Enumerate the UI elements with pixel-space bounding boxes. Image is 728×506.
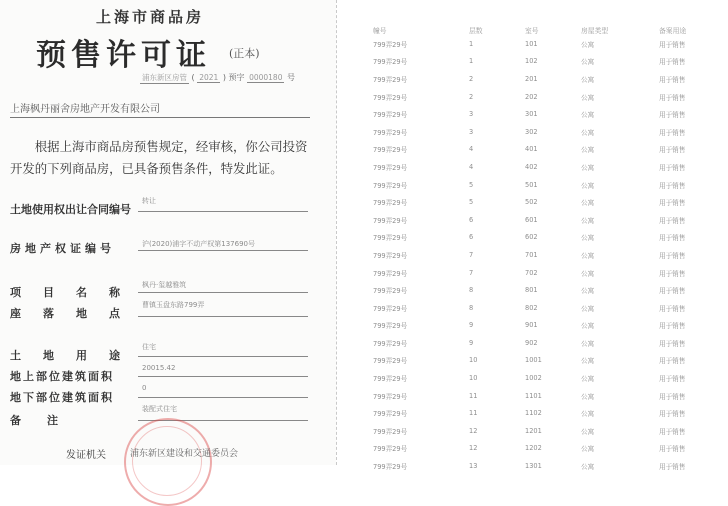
- cell-house-type: 公寓: [581, 58, 595, 67]
- table-row: [373, 246, 719, 264]
- cell-floor: 3: [469, 110, 474, 119]
- cell-house-type: 公寓: [581, 199, 595, 208]
- field-label-land-use: 土地用途: [10, 349, 142, 362]
- field-label-contract-no: 土地使用权出让合同编号: [10, 203, 131, 216]
- cell-house-type: 公寓: [581, 357, 595, 366]
- table-row: [373, 158, 719, 176]
- official-seal: [124, 418, 212, 506]
- issuer-label: 发证机关: [66, 450, 106, 461]
- cell-floor: 8: [469, 286, 474, 295]
- table-row: [373, 193, 719, 211]
- cell-house-type: 公寓: [581, 40, 595, 49]
- cell-house-type: 公寓: [581, 128, 595, 137]
- table-row: [373, 422, 719, 440]
- cell-room: 1101: [525, 391, 542, 400]
- table-row: [373, 299, 719, 317]
- cell-room: 302: [525, 127, 538, 136]
- cell-building: 799弄29号: [373, 93, 408, 102]
- field-value-project-name: 枫丹·玺越雅筑: [142, 281, 187, 289]
- table-row: [373, 352, 719, 370]
- cell-usage: 用于销售: [659, 40, 686, 49]
- cell-building: 799弄29号: [373, 58, 408, 67]
- cell-usage: 用于销售: [659, 111, 686, 120]
- cell-room: 802: [525, 303, 538, 312]
- table-row: [373, 281, 719, 299]
- cell-usage: 用于销售: [659, 58, 686, 67]
- cell-building: 799弄29号: [373, 181, 408, 190]
- company-name: 上海枫丹丽舍房地产开发有限公司: [10, 100, 310, 118]
- cell-usage: 用于销售: [659, 445, 686, 454]
- cell-floor: 12: [469, 444, 478, 453]
- cell-usage: 用于销售: [659, 199, 686, 208]
- cell-usage: 用于销售: [659, 163, 686, 172]
- field-value-contract-no: 转让: [142, 197, 156, 205]
- cell-building: 799弄29号: [373, 357, 408, 366]
- cell-room: 602: [525, 233, 538, 242]
- cell-house-type: 公寓: [581, 322, 595, 331]
- cell-house-type: 公寓: [581, 410, 595, 419]
- cell-building: 799弄29号: [373, 392, 408, 401]
- cell-house-type: 公寓: [581, 93, 595, 102]
- cell-usage: 用于销售: [659, 357, 686, 366]
- cell-house-type: 公寓: [581, 111, 595, 120]
- header-building: 幢号: [373, 26, 387, 35]
- official-seal-inner-ring: [132, 426, 202, 496]
- cell-house-type: 公寓: [581, 339, 595, 348]
- field-line: [138, 250, 308, 251]
- cell-usage: 用于销售: [659, 392, 686, 401]
- cell-house-type: 公寓: [581, 304, 595, 313]
- table-row: [373, 211, 719, 229]
- cell-room: 901: [525, 321, 538, 330]
- cell-room: 702: [525, 268, 538, 277]
- header-usage: 备案用途: [659, 26, 687, 35]
- field-value-above-ground-area: 20015.42: [142, 364, 176, 372]
- cell-usage: 用于销售: [659, 375, 686, 384]
- cell-house-type: 公寓: [581, 445, 595, 454]
- cell-building: 799弄29号: [373, 163, 408, 172]
- cell-usage: 用于销售: [659, 322, 686, 331]
- cell-building: 799弄29号: [373, 445, 408, 454]
- cell-house-type: 公寓: [581, 163, 595, 172]
- cell-building: 799弄29号: [373, 199, 408, 208]
- cell-floor: 11: [469, 391, 478, 400]
- cell-usage: 用于销售: [659, 93, 686, 102]
- cell-floor: 12: [469, 426, 478, 435]
- table-row: [373, 264, 719, 282]
- cell-house-type: 公寓: [581, 392, 595, 401]
- table-row: [373, 176, 719, 194]
- cell-building: 799弄29号: [373, 146, 408, 155]
- table-row: [373, 35, 719, 53]
- cell-room: 501: [525, 180, 538, 189]
- cell-building: 799弄29号: [373, 287, 408, 296]
- cell-floor: 7: [469, 250, 474, 259]
- cell-building: 799弄29号: [373, 216, 408, 225]
- certificate-title-sub: (正本): [229, 47, 260, 60]
- field-label-property-cert: 房地产权证编号: [10, 242, 115, 255]
- cell-floor: 5: [469, 180, 474, 189]
- field-value-below-ground-area: 0: [142, 384, 147, 392]
- cell-usage: 用于销售: [659, 287, 686, 296]
- cell-room: 402: [525, 162, 538, 171]
- cell-floor: 2: [469, 74, 474, 83]
- field-label-below-ground-area: 地下部位建筑面积: [10, 391, 114, 404]
- cell-usage: 用于销售: [659, 216, 686, 225]
- cell-room: 401: [525, 145, 538, 154]
- cell-floor: 6: [469, 233, 474, 242]
- cell-room: 902: [525, 338, 538, 347]
- units-page: [345, 0, 728, 472]
- certificate-title-city: 上海市商品房: [95, 8, 204, 26]
- cell-usage: 用于销售: [659, 427, 686, 436]
- permit-number-line: [140, 72, 295, 84]
- cell-house-type: 公寓: [581, 75, 595, 84]
- permit-mid: 预字: [228, 73, 245, 82]
- cell-room: 301: [525, 110, 538, 119]
- cell-building: 799弄29号: [373, 75, 408, 84]
- header-room: 室号: [525, 26, 539, 35]
- cell-building: 799弄29号: [373, 128, 408, 137]
- cell-usage: 用于销售: [659, 251, 686, 260]
- cell-room: 1002: [525, 374, 542, 383]
- cell-usage: 用于销售: [659, 269, 686, 278]
- cell-building: 799弄29号: [373, 410, 408, 419]
- permit-prefix: 浦东新区房管: [142, 73, 187, 82]
- cell-usage: 用于销售: [659, 146, 686, 155]
- permit-number: 0000180: [249, 73, 283, 82]
- cell-building: 799弄29号: [373, 304, 408, 313]
- field-label-above-ground-area: 地上部位建筑面积: [10, 370, 114, 383]
- cell-floor: 2: [469, 92, 474, 101]
- cell-building: 799弄29号: [373, 269, 408, 278]
- cell-room: 1001: [525, 356, 542, 365]
- units-table-header-row: [373, 24, 719, 35]
- cell-building: 799弄29号: [373, 251, 408, 260]
- cell-floor: 6: [469, 215, 474, 224]
- table-row: [373, 229, 719, 247]
- table-row: [373, 457, 719, 475]
- cell-usage: 用于销售: [659, 181, 686, 190]
- cell-building: 799弄29号: [373, 339, 408, 348]
- cell-usage: 用于销售: [659, 463, 686, 472]
- table-row: [373, 70, 719, 88]
- certificate-paragraph: 根据上海市商品房预售规定，经审核，你公司投资开发的下列商品房，已具备预售条件，特发此证。: [10, 139, 308, 176]
- cell-house-type: 公寓: [581, 146, 595, 155]
- field-value-remarks: 装配式住宅: [142, 405, 177, 413]
- cell-building: 799弄29号: [373, 427, 408, 436]
- table-row: [373, 404, 719, 422]
- cell-floor: 9: [469, 321, 474, 330]
- cell-building: 799弄29号: [373, 322, 408, 331]
- table-row: [373, 123, 719, 141]
- cell-usage: 用于销售: [659, 75, 686, 84]
- field-value-property-cert: 沪(2020)浦字不动产权第137690号: [142, 240, 255, 248]
- field-value-location: 曹镇玉盘东路799弄: [142, 301, 205, 309]
- table-row: [373, 317, 719, 335]
- field-label-remarks: 备注: [10, 414, 84, 427]
- cell-floor: 7: [469, 268, 474, 277]
- cell-floor: 11: [469, 409, 478, 418]
- cell-floor: 8: [469, 303, 474, 312]
- cell-usage: 用于销售: [659, 410, 686, 419]
- cell-building: 799弄29号: [373, 40, 408, 49]
- field-line: [138, 376, 308, 377]
- cell-building: 799弄29号: [373, 463, 408, 472]
- table-row: [373, 440, 719, 458]
- cell-room: 502: [525, 198, 538, 207]
- field-line: [138, 356, 308, 357]
- cell-floor: 10: [469, 374, 478, 383]
- cell-floor: 13: [469, 462, 478, 471]
- cell-house-type: 公寓: [581, 463, 595, 472]
- units-table: [373, 24, 719, 475]
- table-row: [373, 53, 719, 71]
- cell-usage: 用于销售: [659, 339, 686, 348]
- issuer-value: 浦东新区建设和交通委员会: [130, 449, 239, 459]
- cell-room: 1201: [525, 426, 542, 435]
- table-row: [373, 105, 719, 123]
- field-label-location: 座落地点: [10, 307, 142, 320]
- cell-room: 1301: [525, 462, 542, 471]
- permit-year: 2021: [199, 73, 219, 82]
- header-house-type: 房屋类型: [581, 26, 609, 35]
- cell-building: 799弄29号: [373, 375, 408, 384]
- cell-building: 799弄29号: [373, 111, 408, 120]
- permit-year-close: ): [222, 73, 226, 82]
- permit-suffix: 号: [287, 73, 296, 82]
- certificate-page: [0, 0, 336, 465]
- units-table-body: [373, 35, 719, 475]
- table-row: [373, 334, 719, 352]
- cell-floor: 4: [469, 162, 474, 171]
- table-row: [373, 141, 719, 159]
- table-row: [373, 88, 719, 106]
- cell-floor: 1: [469, 39, 474, 48]
- field-value-land-use: 住宅: [142, 343, 156, 351]
- cell-room: 102: [525, 57, 538, 66]
- field-label-project-name: 项目名称: [10, 286, 142, 299]
- page-divider: [336, 0, 337, 465]
- cell-house-type: 公寓: [581, 181, 595, 190]
- field-line: [138, 316, 308, 317]
- cell-building: 799弄29号: [373, 234, 408, 243]
- field-line: [138, 211, 308, 212]
- certificate-title-main: 预售许可证: [36, 38, 211, 73]
- cell-house-type: 公寓: [581, 251, 595, 260]
- cell-room: 601: [525, 215, 538, 224]
- cell-usage: 用于销售: [659, 128, 686, 137]
- cell-room: 201: [525, 74, 538, 83]
- cell-floor: 10: [469, 356, 478, 365]
- cell-room: 1202: [525, 444, 542, 453]
- cell-house-type: 公寓: [581, 216, 595, 225]
- permit-year-open: (: [191, 73, 195, 82]
- field-line: [138, 292, 308, 293]
- cell-usage: 用于销售: [659, 304, 686, 313]
- cell-house-type: 公寓: [581, 375, 595, 384]
- cell-room: 202: [525, 92, 538, 101]
- cell-floor: 4: [469, 145, 474, 154]
- table-row: [373, 387, 719, 405]
- cell-house-type: 公寓: [581, 427, 595, 436]
- table-row: [373, 369, 719, 387]
- cell-usage: 用于销售: [659, 234, 686, 243]
- cell-floor: 9: [469, 338, 474, 347]
- cell-house-type: 公寓: [581, 287, 595, 296]
- header-floor: 层数: [469, 26, 483, 35]
- cell-room: 801: [525, 286, 538, 295]
- cell-house-type: 公寓: [581, 269, 595, 278]
- cell-floor: 3: [469, 127, 474, 136]
- cell-floor: 5: [469, 198, 474, 207]
- cell-room: 701: [525, 250, 538, 259]
- field-line: [138, 397, 308, 398]
- cell-room: 101: [525, 39, 538, 48]
- cell-room: 1102: [525, 409, 542, 418]
- cell-floor: 1: [469, 57, 474, 66]
- cell-house-type: 公寓: [581, 234, 595, 243]
